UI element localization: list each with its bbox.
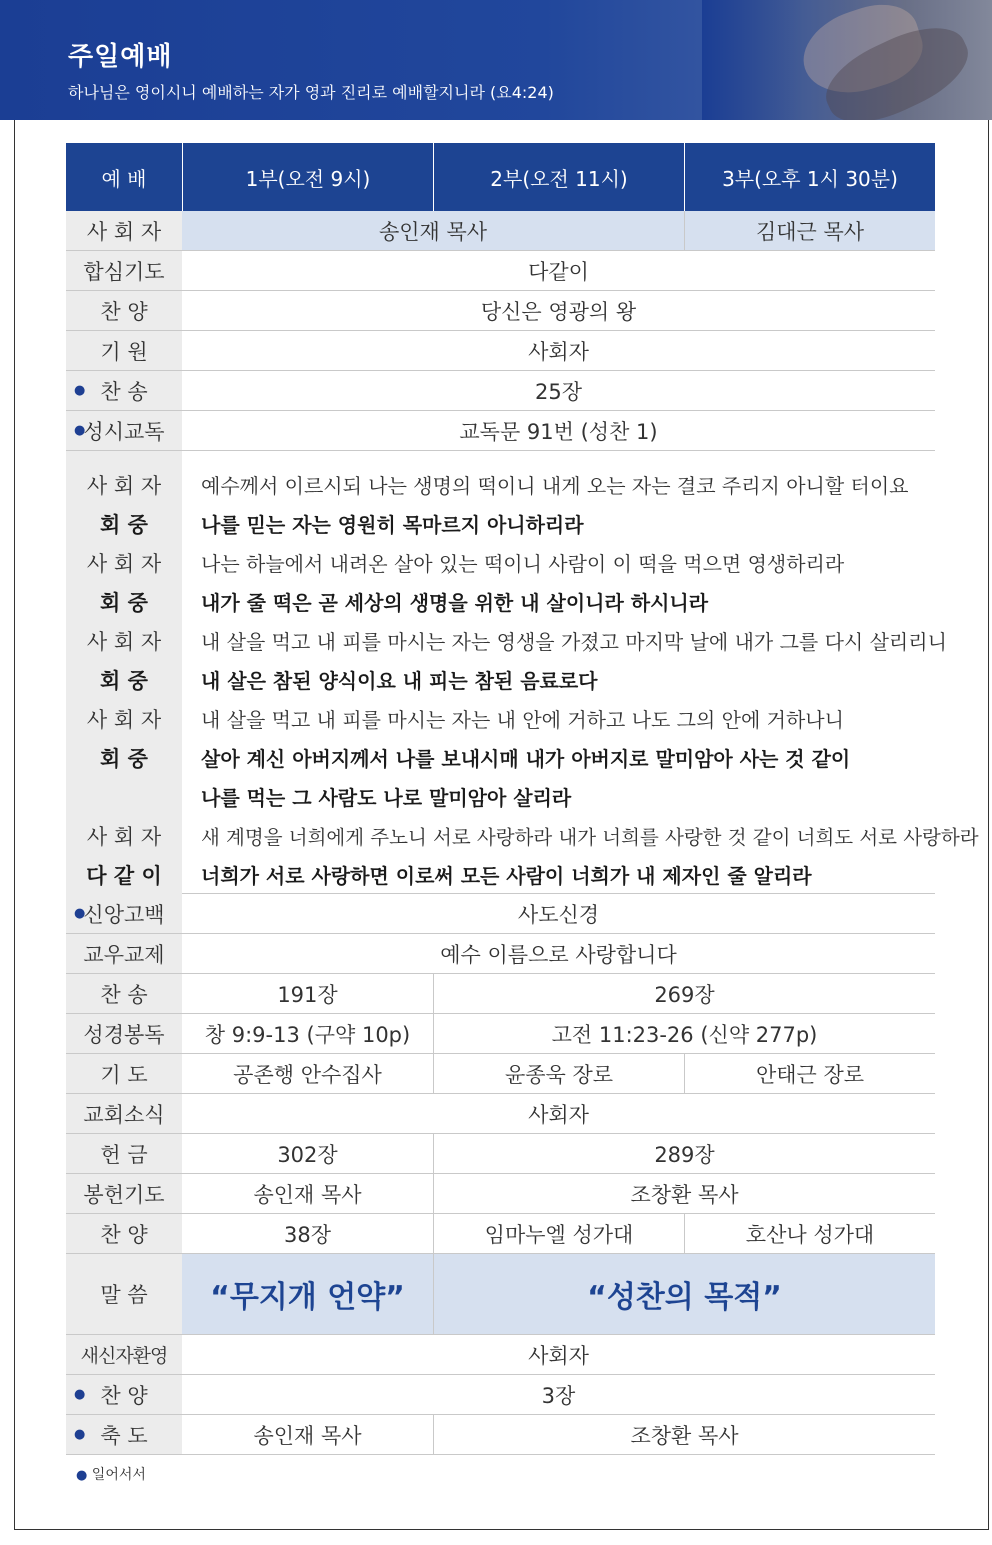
row-label: 찬 양: [66, 1214, 182, 1253]
row-hymn: [66, 371, 935, 411]
row-label: 기 원: [66, 331, 182, 370]
row-value: 사회자: [528, 1102, 589, 1127]
row-value: 당신은 영광의 왕: [480, 299, 637, 324]
value-service-1: 송인재 목사: [253, 1182, 362, 1207]
row-label: ● 축 도: [66, 1415, 182, 1454]
speaker-label: 사 회 자: [86, 707, 162, 732]
page-title: 주일예배: [68, 42, 173, 72]
presider-3: 김대근 목사: [684, 211, 935, 250]
row-anthem: [66, 1214, 935, 1254]
row-value: 사회자: [528, 339, 589, 364]
row-label: 봉헌기도: [66, 1174, 182, 1213]
standing-note-text: 일어서서: [91, 1467, 146, 1483]
reading-text: 내 살을 먹고 내 피를 마시는 자는 내 안에 거하고 나도 그의 안에 거하나니: [201, 708, 844, 732]
sermon-title-1: “무지개 언약”: [182, 1254, 433, 1334]
row-offering: [66, 1134, 935, 1174]
value-service-3: 안태근 장로: [684, 1054, 935, 1093]
value-service-2-3: 조창환 목사: [433, 1415, 935, 1454]
value-service-2-3: 269장: [433, 974, 935, 1013]
header-worship: 예 배: [101, 166, 147, 191]
standing-note: [76, 1464, 146, 1484]
speaker-label: 사 회 자: [86, 824, 162, 849]
value-service-3: 호산나 성가대: [684, 1214, 935, 1253]
speaker-label: 사 회 자: [86, 473, 162, 498]
row-label: 성경봉독: [66, 1014, 182, 1053]
speaker-label: 사 회 자: [86, 551, 162, 576]
row-label: ● 성시교독: [66, 411, 182, 450]
row-offering-prayer: [66, 1174, 935, 1214]
value-service-1: 공존행 안수집사: [233, 1062, 382, 1087]
praying-hands-photo: [702, 0, 992, 120]
row-news: [66, 1094, 935, 1134]
reading-text: 나를 믿는 자는 영원히 목마르지 아니하리라: [201, 513, 584, 537]
header-banner: [0, 0, 992, 120]
row-label: 새신자환영: [66, 1335, 182, 1374]
row-value: 사도신경: [517, 902, 600, 927]
row-label: 찬 송: [66, 974, 182, 1013]
row-label: ● 신앙고백: [66, 894, 182, 933]
reading-text: 내 살을 먹고 내 피를 마시는 자는 영생을 가졌고 마지막 날에 내가 그를 다시 살리리니: [201, 630, 947, 654]
row-value: 사회자: [528, 1343, 589, 1368]
speaker-label: 회 중: [100, 746, 148, 771]
reading-text: 새 계명을 너희에게 주노니 서로 사랑하라 내가 너희를 사랑한 것 같이 너희도 서로 사랑하라: [201, 825, 979, 849]
responsive-reading: [66, 451, 979, 894]
value-service-2: 임마누엘 성가대: [433, 1214, 684, 1253]
row-creed: [66, 894, 935, 934]
speaker-label: 회 중: [100, 668, 148, 693]
speaker-label: 회 중: [100, 512, 148, 537]
value-service-1: 302장: [277, 1142, 338, 1167]
reading-text: 내 살은 참된 양식이요 내 피는 참된 음료로다: [201, 669, 598, 693]
row-value: 다같이: [528, 259, 589, 284]
row-label: 헌 금: [66, 1134, 182, 1173]
reading-text: 나를 먹는 그 사람도 나로 말미암아 살리라: [201, 786, 572, 810]
value-service-2: 윤종욱 장로: [433, 1054, 684, 1093]
row-label: 기 도: [66, 1054, 182, 1093]
header-service-3: 3부(오후 1시 30분): [684, 143, 935, 211]
value-service-2-3: 고전 11:23-26 (신약 277p): [433, 1014, 935, 1053]
row-label: 사 회 자: [66, 211, 182, 250]
standing-dot-icon: ●: [76, 1468, 88, 1483]
header-verse: 하나님은 영이시니 예배하는 자가 영과 진리로 예배할지니라 (요4:24): [68, 83, 554, 102]
speaker-label: 회 중: [100, 590, 148, 615]
reading-text: 나는 하늘에서 내려온 살아 있는 떡이니 사람이 이 떡을 먹으면 영생하리라: [201, 552, 845, 576]
table-header: [66, 143, 935, 211]
row-label: ● 찬 송: [66, 371, 182, 410]
row-label: 교회소식: [66, 1094, 182, 1133]
row-value: 예수 이름으로 사랑합니다: [440, 942, 677, 967]
row-value: 3장: [541, 1383, 576, 1408]
row-label: 교우교제: [66, 934, 182, 973]
row-hymn-2: [66, 974, 935, 1014]
row-value: 25장: [534, 379, 582, 404]
row-sermon: [66, 1254, 935, 1335]
header-service-2: 2부(오전 11시): [433, 143, 684, 211]
row-psalter: [66, 411, 935, 451]
row-praise: [66, 291, 935, 331]
header-service-1: 1부(오전 9시): [182, 143, 433, 211]
row-scripture: [66, 1014, 935, 1054]
sermon-title-2-3: “성찬의 목적”: [433, 1254, 935, 1334]
reading-text: 내가 줄 떡은 곧 세상의 생명을 위한 내 살이니라 하시니라: [201, 591, 709, 615]
value-service-1: 191장: [277, 982, 338, 1007]
row-prayer-together: [66, 251, 935, 291]
value-service-2-3: 289장: [433, 1134, 935, 1173]
row-label: 말 씀: [66, 1254, 182, 1334]
row-prayer: [66, 1054, 935, 1094]
row-presider: [66, 211, 935, 251]
reading-text: 너희가 서로 사랑하면 이로써 모든 사람이 너희가 내 제자인 줄 알리라: [201, 864, 812, 888]
row-newcomers: [66, 1335, 935, 1375]
row-benediction: [66, 1415, 935, 1455]
value-service-1: 창 9:9-13 (구약 10p): [204, 1022, 411, 1047]
value-service-1: 송인재 목사: [253, 1423, 362, 1448]
row-label: ● 찬 양: [66, 1375, 182, 1414]
value-service-1: 38장: [283, 1222, 331, 1247]
reading-text: 예수께서 이르시되 나는 생명의 떡이니 내게 오는 자는 결코 주리지 아니할 터이요: [201, 474, 909, 498]
speaker-label: 사 회 자: [86, 629, 162, 654]
row-praise-2: [66, 1375, 935, 1415]
speaker-label: 다 같 이: [86, 863, 162, 888]
row-label: 찬 양: [66, 291, 182, 330]
reading-text: 살아 계신 아버지께서 나를 보내시매 내가 아버지로 말미암아 사는 것 같이: [201, 747, 851, 771]
value-service-2-3: 조창환 목사: [433, 1174, 935, 1213]
row-label: 합심기도: [66, 251, 182, 290]
row-fellowship: [66, 934, 935, 974]
row-value: 교독문 91번 (성찬 1): [459, 419, 658, 444]
presider-1-2: 송인재 목사: [182, 211, 684, 250]
row-invocation: [66, 331, 935, 371]
